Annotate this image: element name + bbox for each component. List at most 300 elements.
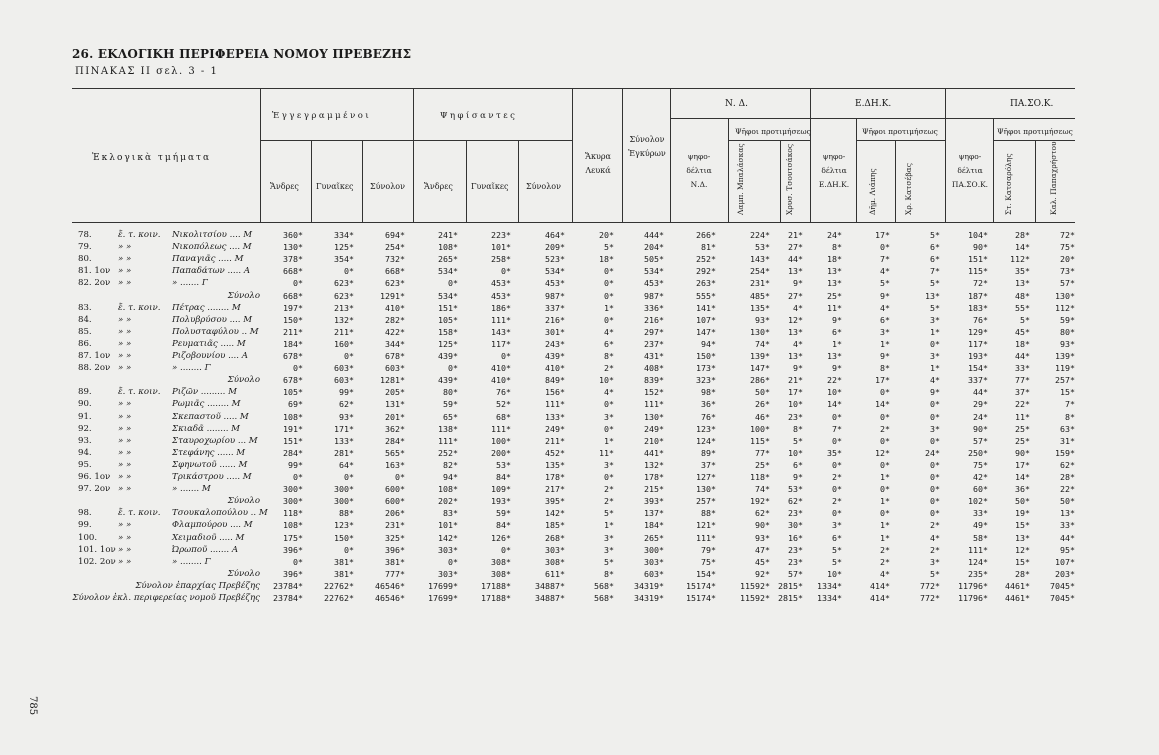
table-cell: 125*	[334, 242, 354, 253]
table-cell: 18*	[1015, 338, 1030, 349]
col-header-cand-edik-2: Χρ. Κατσέβας	[904, 163, 913, 215]
table-cell: 27*	[788, 290, 803, 301]
table-cell: 18*	[599, 254, 614, 265]
table-cell: 1334*	[817, 593, 842, 603]
row-label: Σύνολο	[227, 496, 260, 507]
table-cell: 7*	[1065, 399, 1075, 410]
table-cell: 121*	[696, 520, 716, 531]
table-cell: 72*	[973, 278, 988, 289]
table-cell: 59*	[1060, 314, 1075, 325]
table-cell: 50*	[1060, 496, 1075, 507]
header-top-rule	[72, 88, 1075, 89]
table-cell: 10*	[788, 399, 803, 410]
table-cell: 0*	[604, 278, 614, 289]
table-cell: 1*	[832, 338, 842, 349]
row-number: 92.	[78, 423, 92, 434]
table-cell: 8*	[832, 242, 842, 253]
table-cell: 987*	[545, 290, 565, 301]
table-row	[0, 459, 1159, 471]
table-row	[0, 447, 1159, 459]
col-header-ballots-nd: ψηφο-δέλτια Ν.Δ.	[686, 152, 712, 189]
table-cell: 34319*	[634, 593, 664, 603]
table-cell: 1*	[604, 302, 614, 313]
table-cell: 3*	[880, 326, 890, 337]
table-cell: 5*	[930, 302, 940, 313]
table-cell: 8*	[604, 351, 614, 361]
table-cell: 1291*	[380, 290, 405, 301]
table-cell: 603*	[334, 363, 354, 374]
table-cell: 254*	[385, 242, 405, 253]
table-cell: 623*	[334, 290, 354, 301]
table-cell: 213*	[334, 302, 354, 313]
row-type: » »	[118, 411, 132, 422]
table-cell: 50*	[755, 387, 770, 398]
table-cell: 11592*	[740, 580, 770, 591]
table-cell: 282*	[385, 314, 405, 325]
table-cell: 263*	[696, 278, 716, 289]
table-cell: 20*	[599, 230, 614, 240]
row-number: 91.	[78, 411, 92, 422]
table-cell: 11796*	[958, 580, 988, 591]
table-cell: 147*	[696, 326, 716, 337]
table-row	[0, 423, 1159, 435]
row-number: 90.	[78, 399, 92, 410]
row-type: » »	[118, 520, 132, 531]
table-cell: 5*	[793, 435, 803, 446]
table-cell: 9*	[832, 314, 842, 325]
table-cell: 10*	[827, 568, 842, 579]
table-cell: 129*	[968, 326, 988, 337]
table-cell: 127*	[696, 472, 716, 482]
table-cell: 135*	[750, 302, 770, 313]
table-cell: 31*	[1060, 435, 1075, 446]
table-cell: 505*	[644, 254, 664, 265]
table-cell: 75*	[1060, 242, 1075, 253]
table-cell: 22762*	[324, 580, 354, 591]
row-label: Ὠρωποῦ ....... Α	[172, 544, 239, 555]
table-cell: 22762*	[324, 593, 354, 603]
table-cell: 13*	[1060, 508, 1075, 519]
table-cell: 1*	[604, 520, 614, 531]
row-label: Στεφάνης ...... Μ	[172, 447, 246, 458]
table-cell: 111*	[968, 544, 988, 555]
table-cell: 1*	[930, 326, 940, 337]
row-label: Ρωμιᾶς ........ Μ	[172, 399, 241, 410]
table-cell: 5*	[930, 278, 940, 289]
table-cell: 101*	[438, 520, 458, 531]
table-cell: 2*	[832, 496, 842, 507]
table-row	[0, 556, 1159, 568]
row-type: » »	[118, 242, 132, 253]
table-cell: 13*	[788, 351, 803, 361]
table-cell: 93*	[339, 411, 354, 422]
table-cell: 286*	[750, 375, 770, 386]
table-cell: 1*	[880, 532, 890, 543]
col-header-total: Σύνολον	[370, 182, 405, 191]
table-cell: 11592*	[740, 593, 770, 603]
col-header-cand-nd-2: Χρυσ. Τσουτσάκος	[785, 143, 794, 215]
table-cell: 3*	[604, 532, 614, 543]
table-cell: 143*	[491, 326, 511, 337]
table-cell: 211*	[334, 326, 354, 337]
table-cell: 378*	[283, 254, 303, 265]
table-cell: 3*	[930, 556, 940, 567]
table-cell: 0*	[344, 472, 354, 482]
table-cell: 6*	[793, 459, 803, 470]
table-cell: 464*	[545, 230, 565, 240]
table-cell: 138*	[438, 423, 458, 434]
table-cell: 119*	[1055, 363, 1075, 374]
col-header-pasok: ΠΑ.ΣΟ.Κ.	[1010, 99, 1054, 109]
table-cell: 11*	[827, 302, 842, 313]
table-cell: 777*	[385, 568, 405, 579]
col-header-pref-pasok: Ψῆφοι προτιμήσεως	[997, 127, 1073, 136]
col-header-valid-total: Σύνολον Ἐγκύρων	[628, 135, 666, 158]
table-cell: 250*	[968, 447, 988, 458]
col-header-men: Ἄνδρες	[270, 182, 299, 191]
table-cell: 65*	[443, 411, 458, 422]
table-cell: 45*	[755, 556, 770, 567]
table-row	[0, 253, 1159, 265]
table-cell: 107*	[696, 314, 716, 325]
row-label: Χειμαδιοῦ ..... Μ	[172, 532, 245, 543]
table-cell: 15*	[1060, 387, 1075, 398]
header-mid-rule-2	[670, 118, 1075, 119]
col-divider	[572, 88, 573, 222]
table-cell: 118*	[750, 472, 770, 482]
table-cell: 10*	[827, 387, 842, 398]
table-cell: 37*	[701, 459, 716, 470]
table-cell: 4*	[880, 266, 890, 277]
table-row	[0, 302, 1159, 314]
row-number: 93.	[78, 435, 92, 446]
table-cell: 80*	[1060, 326, 1075, 337]
table-cell: 156*	[545, 387, 565, 398]
table-cell: 3*	[604, 411, 614, 422]
table-cell: 89*	[701, 447, 716, 458]
table-cell: 9*	[832, 363, 842, 374]
table-cell: 80*	[443, 387, 458, 398]
table-cell: 0*	[880, 508, 890, 519]
table-cell: 130*	[283, 242, 303, 253]
table-cell: 115*	[750, 435, 770, 446]
table-cell: 303*	[545, 544, 565, 555]
table-cell: 344*	[385, 338, 405, 349]
table-cell: 47*	[755, 544, 770, 555]
table-cell: 163*	[385, 459, 405, 470]
table-cell: 17*	[875, 375, 890, 386]
row-number: 85.	[78, 326, 92, 337]
table-cell: 53*	[755, 242, 770, 253]
table-cell: 23*	[788, 544, 803, 555]
col-divider	[466, 140, 467, 222]
row-label: Νικολιτσίου .... Μ	[172, 230, 253, 240]
table-cell: 123*	[334, 520, 354, 531]
table-cell: 9*	[793, 278, 803, 289]
header-sub-rule	[728, 140, 810, 141]
table-cell: 44*	[788, 254, 803, 265]
table-cell: 0*	[832, 484, 842, 495]
table-cell: 4*	[793, 302, 803, 313]
table-cell: 77*	[1015, 375, 1030, 386]
table-cell: 2*	[604, 484, 614, 495]
table-cell: 6*	[930, 254, 940, 265]
table-cell: 11*	[599, 447, 614, 458]
table-cell: 303*	[644, 556, 664, 567]
table-cell: 1*	[930, 363, 940, 374]
table-cell: 88*	[339, 508, 354, 519]
table-cell: 3*	[930, 423, 940, 434]
table-cell: 987*	[644, 290, 664, 301]
table-cell: 36*	[1015, 484, 1030, 495]
table-cell: 732*	[385, 254, 405, 265]
table-cell: 46546*	[375, 580, 405, 591]
table-cell: 0*	[501, 266, 511, 277]
row-number: 83.	[78, 302, 92, 313]
table-cell: 254*	[750, 266, 770, 277]
header-sub-rule	[856, 140, 945, 141]
table-cell: 203*	[1055, 568, 1075, 579]
table-cell: 99*	[339, 387, 354, 398]
table-cell: 216*	[644, 314, 664, 325]
table-cell: 23*	[788, 411, 803, 422]
table-cell: 1*	[880, 338, 890, 349]
table-row	[0, 374, 1159, 386]
table-cell: 453*	[545, 278, 565, 289]
table-cell: 133*	[334, 435, 354, 446]
table-cell: 7*	[880, 254, 890, 265]
table-cell: 3*	[930, 314, 940, 325]
table-cell: 444*	[644, 230, 664, 240]
table-cell: 452*	[545, 447, 565, 458]
table-cell: 12*	[788, 314, 803, 325]
table-cell: 568*	[594, 580, 614, 591]
table-cell: 33*	[973, 508, 988, 519]
table-cell: 133*	[545, 411, 565, 422]
table-cell: 55*	[1015, 302, 1030, 313]
table-cell: 9*	[793, 363, 803, 374]
table-cell: 308*	[491, 556, 511, 567]
table-row	[0, 483, 1159, 495]
row-number: 88. 2ον	[78, 363, 111, 374]
row-number: 84.	[78, 314, 92, 325]
table-cell: 2*	[604, 496, 614, 507]
row-type: » »	[118, 435, 132, 446]
table-cell: 93*	[755, 532, 770, 543]
row-number: 102. 2ον	[78, 556, 116, 567]
col-divider	[311, 140, 312, 222]
table-row	[0, 398, 1159, 410]
col-divider	[670, 88, 671, 222]
table-cell: 603*	[644, 568, 664, 579]
table-cell: 4461*	[1005, 593, 1030, 603]
table-cell: 7*	[930, 266, 940, 277]
table-cell: 108*	[283, 411, 303, 422]
table-cell: 5*	[604, 508, 614, 519]
table-cell: 193*	[968, 351, 988, 361]
row-label: Πέτρας ........ Μ	[172, 302, 241, 313]
table-cell: 0*	[604, 472, 614, 482]
table-cell: 249*	[545, 423, 565, 434]
table-cell: 12*	[1015, 544, 1030, 555]
table-cell: 123*	[696, 423, 716, 434]
table-cell: 13*	[1015, 278, 1030, 289]
table-cell: 0*	[880, 411, 890, 422]
table-cell: 301*	[545, 326, 565, 337]
table-cell: 130*	[750, 326, 770, 337]
table-cell: 45*	[1015, 326, 1030, 337]
table-cell: 57*	[788, 568, 803, 579]
table-cell: 130*	[696, 484, 716, 495]
table-cell: 215*	[644, 484, 664, 495]
table-cell: 308*	[545, 556, 565, 567]
table-cell: 772*	[920, 593, 940, 603]
table-cell: 28*	[1015, 568, 1030, 579]
row-label: Πολυβρύσου .... Μ	[172, 314, 253, 325]
table-cell: 300*	[283, 484, 303, 495]
table-cell: 0*	[448, 363, 458, 374]
table-cell: 678*	[385, 351, 405, 361]
table-cell: 17699*	[428, 593, 458, 603]
col-divider	[518, 140, 519, 222]
row-type: » »	[118, 278, 132, 289]
table-cell: 84*	[496, 520, 511, 531]
row-number: 87. 1ον	[78, 351, 111, 361]
table-cell: 63*	[1060, 423, 1075, 434]
table-cell: 3*	[604, 544, 614, 555]
table-cell: 90*	[973, 423, 988, 434]
table-row	[0, 338, 1159, 350]
table-cell: 8*	[880, 363, 890, 374]
table-cell: 0*	[604, 423, 614, 434]
table-cell: 178*	[545, 472, 565, 482]
table-cell: 431*	[644, 351, 664, 361]
table-cell: 44*	[1015, 351, 1030, 361]
table-cell: 2*	[604, 363, 614, 374]
table-row	[0, 580, 1159, 592]
row-number: 99.	[78, 520, 92, 531]
col-header-invalid: Ἄκυρα Λευκά	[585, 152, 611, 175]
row-label: Νικοπόλεως .... Μ	[172, 242, 252, 253]
table-cell: 534*	[545, 266, 565, 277]
table-cell: 151*	[968, 254, 988, 265]
table-cell: 211*	[545, 435, 565, 446]
table-cell: 396*	[283, 544, 303, 555]
table-cell: 24*	[973, 411, 988, 422]
table-cell: 117*	[968, 338, 988, 349]
table-cell: 154*	[696, 568, 716, 579]
table-cell: 124*	[696, 435, 716, 446]
table-cell: 28*	[1015, 230, 1030, 240]
row-type: » »	[118, 472, 132, 482]
table-cell: 7045*	[1050, 580, 1075, 591]
table-cell: 92*	[755, 568, 770, 579]
table-cell: 5*	[880, 278, 890, 289]
table-cell: 453*	[491, 278, 511, 289]
table-cell: 0*	[604, 266, 614, 277]
table-cell: 13*	[827, 351, 842, 361]
table-cell: 0*	[880, 459, 890, 470]
table-cell: 42*	[973, 472, 988, 482]
table-cell: 29*	[973, 399, 988, 410]
table-cell: 0*	[930, 472, 940, 482]
table-cell: 204*	[644, 242, 664, 253]
table-cell: 0*	[604, 314, 614, 325]
table-cell: 381*	[334, 568, 354, 579]
table-cell: 453*	[644, 278, 664, 289]
table-cell: 600*	[385, 484, 405, 495]
table-cell: 292*	[696, 266, 716, 277]
table-cell: 8*	[1065, 411, 1075, 422]
table-cell: 231*	[750, 278, 770, 289]
table-cell: 13*	[827, 278, 842, 289]
table-cell: 839*	[644, 375, 664, 386]
table-row	[0, 411, 1159, 423]
col-header-registered: Ἐγγεγραμμένοι	[272, 111, 372, 121]
table-cell: 257*	[1055, 375, 1075, 386]
table-cell: 130*	[1055, 290, 1075, 301]
table-cell: 5*	[930, 230, 940, 240]
table-cell: 223*	[491, 230, 511, 240]
table-cell: 14*	[827, 399, 842, 410]
table-cell: 15174*	[686, 593, 716, 603]
table-cell: 105*	[283, 387, 303, 398]
table-cell: 79*	[701, 544, 716, 555]
table-cell: 422*	[385, 326, 405, 337]
table-cell: 216*	[545, 314, 565, 325]
table-cell: 18*	[827, 254, 842, 265]
table-cell: 0*	[344, 266, 354, 277]
table-cell: 414*	[870, 593, 890, 603]
table-cell: 300*	[283, 496, 303, 507]
table-cell: 336*	[644, 302, 664, 313]
table-cell: 249*	[644, 423, 664, 434]
table-cell: 8*	[604, 568, 614, 579]
table-cell: 76*	[701, 411, 716, 422]
table-cell: 111*	[644, 399, 664, 410]
table-cell: 76*	[496, 387, 511, 398]
table-cell: 0*	[930, 411, 940, 422]
header-mid-rule-1	[260, 140, 572, 141]
table-cell: 4*	[880, 568, 890, 579]
table-cell: 142*	[438, 532, 458, 543]
table-cell: 99*	[288, 459, 303, 470]
table-cell: 46*	[755, 411, 770, 422]
table-cell: 25*	[755, 459, 770, 470]
table-cell: 2*	[832, 472, 842, 482]
table-cell: 105*	[438, 314, 458, 325]
table-cell: 11*	[1015, 411, 1030, 422]
table-row	[0, 592, 1159, 604]
table-cell: 5*	[930, 568, 940, 579]
header-sub-rule	[993, 140, 1075, 141]
table-cell: 300*	[334, 496, 354, 507]
table-cell: 323*	[696, 375, 716, 386]
row-type: » »	[118, 399, 132, 410]
table-cell: 534*	[644, 266, 664, 277]
row-number: 79.	[78, 242, 92, 253]
table-cell: 17*	[788, 387, 803, 398]
table-cell: 69*	[288, 399, 303, 410]
table-cell: 159*	[1055, 447, 1075, 458]
table-cell: 76*	[973, 314, 988, 325]
table-cell: 0*	[395, 472, 405, 482]
row-type: » »	[118, 351, 132, 361]
table-row	[0, 265, 1159, 277]
table-cell: 3*	[604, 459, 614, 470]
table-cell: 178*	[644, 472, 664, 482]
row-label: Σύνολο	[227, 290, 260, 301]
